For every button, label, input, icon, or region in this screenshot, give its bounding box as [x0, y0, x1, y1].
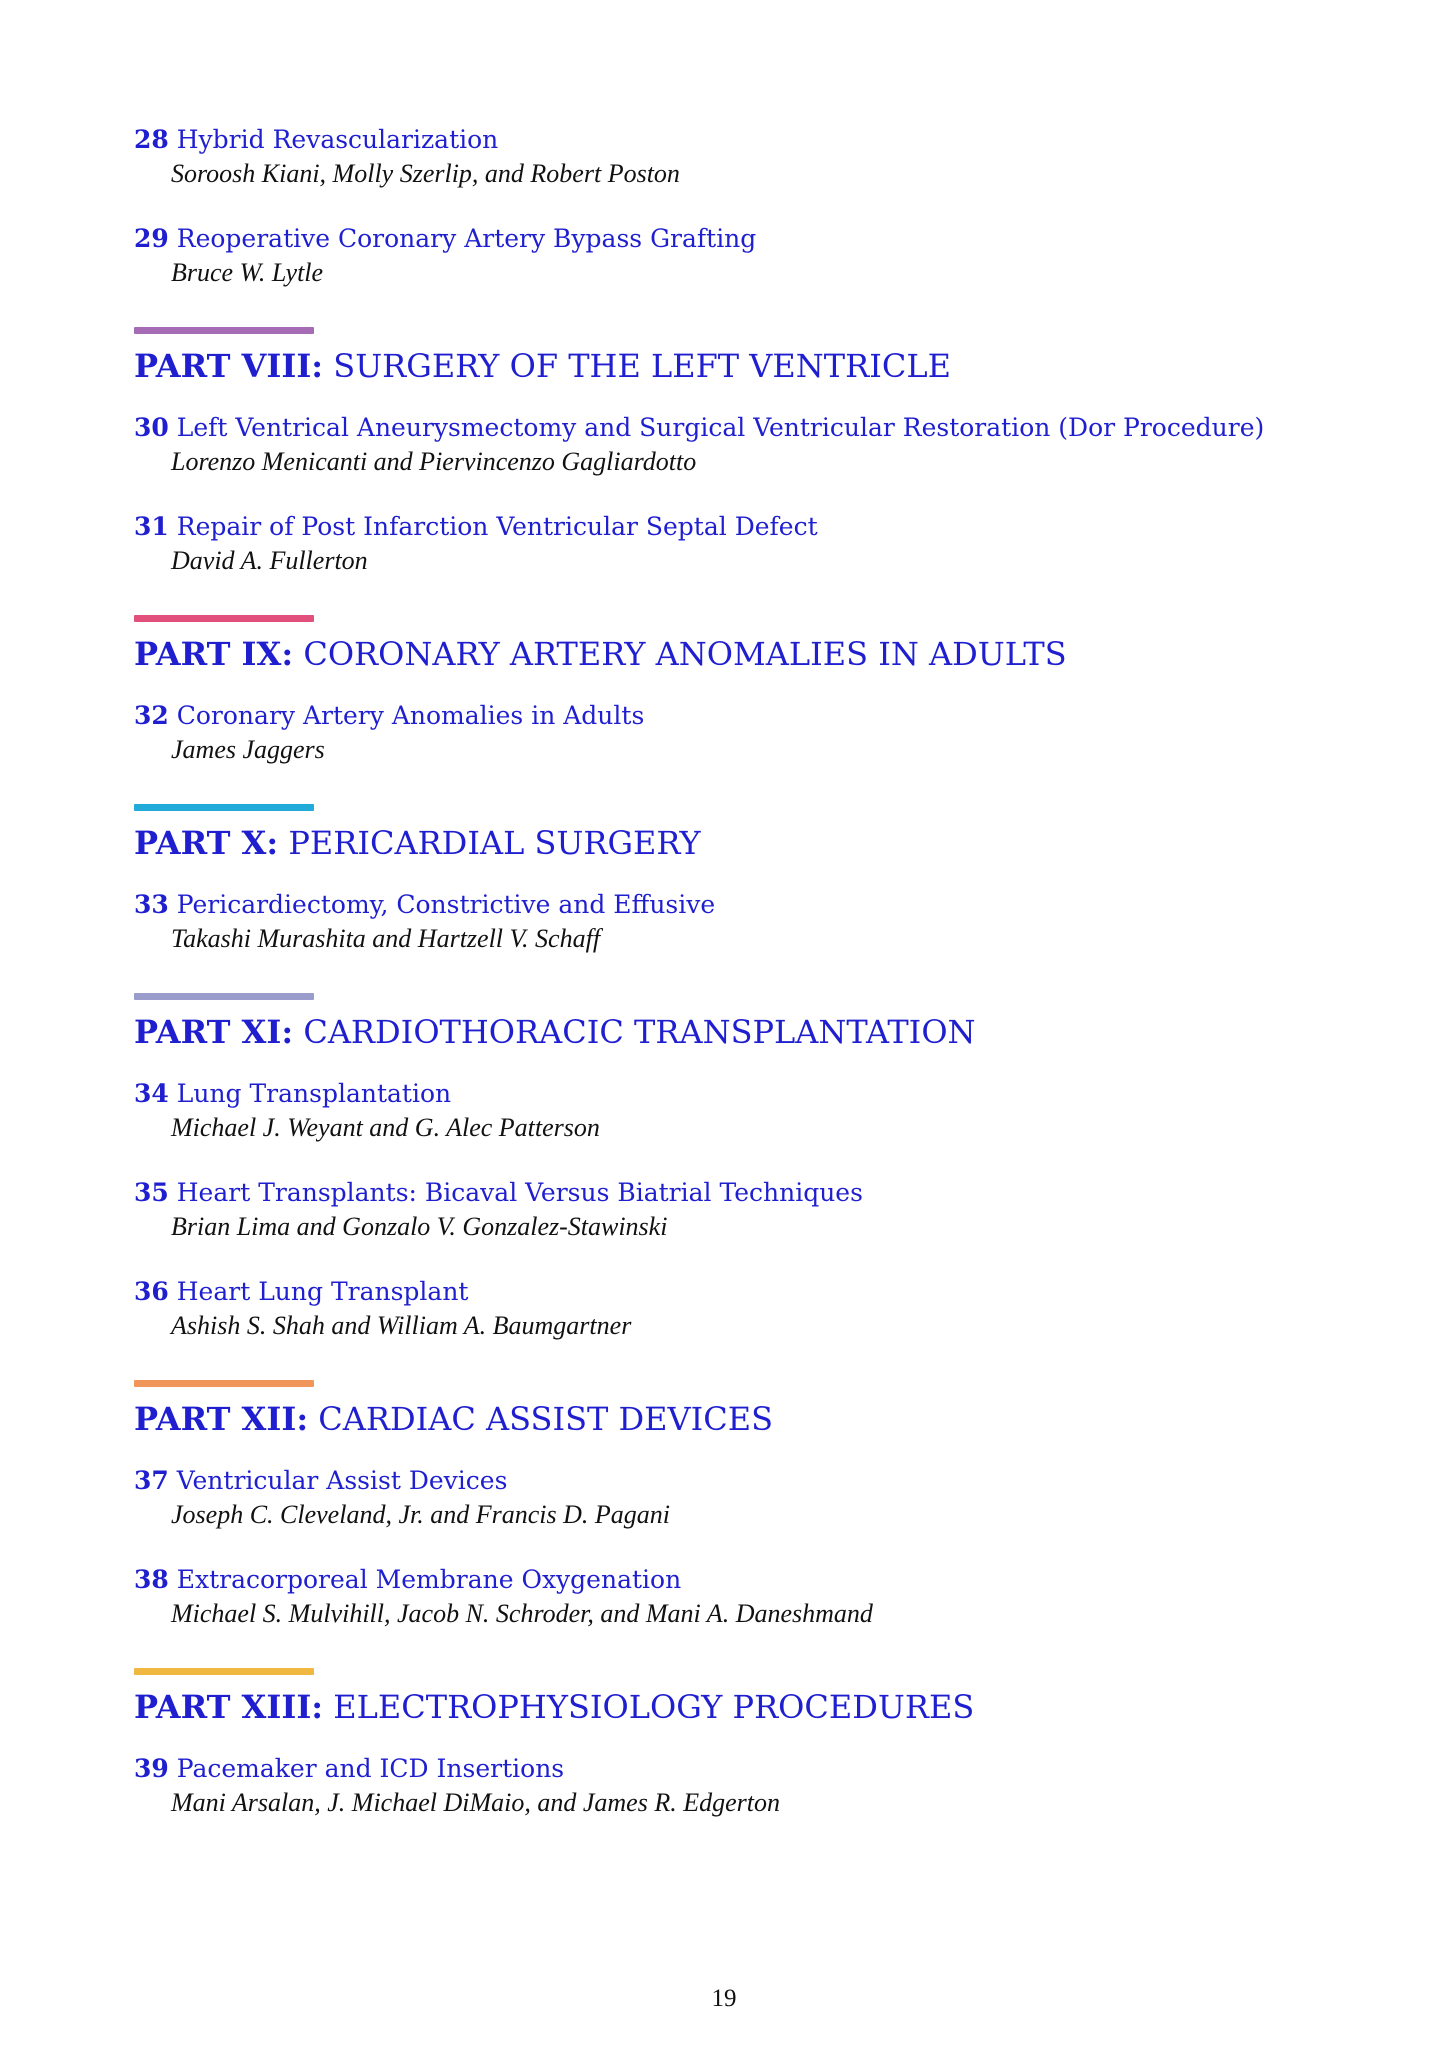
part-label: PART VIII: — [134, 347, 324, 385]
chapter-number: 30 — [134, 413, 169, 442]
part-color-bar — [134, 1668, 314, 1675]
chapter-title-link[interactable] — [134, 1463, 1334, 1498]
chapter-title-link[interactable] — [134, 1562, 1334, 1597]
part-heading — [134, 1398, 1334, 1440]
chapter-title: Heart Transplants: Bicaval Versus Biatrial Techniques — [176, 1178, 863, 1207]
chapter-title-link[interactable] — [134, 509, 1334, 544]
chapter-title-link[interactable] — [134, 1751, 1334, 1786]
chapter-authors: Bruce W. Lytle — [171, 258, 324, 287]
chapter-authors: Brian Lima and Gonzalo V. Gonzalez-Stawinski — [171, 1212, 668, 1241]
part-title: PERICARDIAL SURGERY — [288, 824, 701, 862]
chapter-authors: Michael J. Weyant and G. Alec Patterson — [171, 1113, 600, 1142]
part-section — [134, 1380, 1334, 1440]
part-heading — [134, 345, 1334, 387]
chapter-number: 32 — [134, 701, 169, 730]
chapter-entry — [134, 1463, 1334, 1531]
chapter-authors: Soroosh Kiani, Molly Szerlip, and Robert Poston — [171, 159, 680, 188]
chapter-number: 33 — [134, 890, 169, 919]
chapter-number: 29 — [134, 224, 169, 253]
chapter-title: Pacemaker and ICD Insertions — [176, 1754, 565, 1783]
page-number: 19 — [711, 1985, 737, 2012]
chapter-authors: Michael S. Mulvihill, Jacob N. Schroder, and Mani A. Daneshmand — [171, 1599, 873, 1628]
part-heading — [134, 633, 1334, 675]
chapter-title-link[interactable] — [134, 1274, 1334, 1309]
chapter-number: 37 — [134, 1466, 169, 1495]
chapter-authors: Joseph C. Cleveland, Jr. and Francis D. Pagani — [171, 1500, 670, 1529]
chapter-entry — [134, 887, 1334, 955]
part-title: CORONARY ARTERY ANOMALIES IN ADULTS — [303, 635, 1067, 673]
chapter-authors: Mani Arsalan, J. Michael DiMaio, and James R. Edgerton — [171, 1788, 780, 1817]
chapter-authors: Takashi Murashita and Hartzell V. Schaff — [171, 924, 601, 953]
chapter-number: 31 — [134, 512, 169, 541]
chapter-title: Pericardiectomy, Constrictive and Effusive — [176, 890, 716, 919]
part-label: PART X: — [134, 824, 279, 862]
chapter-entry — [134, 1562, 1334, 1630]
chapter-entry — [134, 1076, 1334, 1144]
chapter-number: 36 — [134, 1277, 169, 1306]
chapter-entry — [134, 698, 1334, 766]
part-section — [134, 993, 1334, 1053]
part-heading — [134, 1011, 1334, 1053]
chapter-entry — [134, 122, 1334, 190]
chapter-title-link[interactable] — [134, 698, 1334, 733]
chapter-entry — [134, 410, 1334, 478]
chapter-number: 39 — [134, 1754, 169, 1783]
part-label: PART XIII: — [134, 1688, 324, 1726]
part-color-bar — [134, 1380, 314, 1387]
chapter-title: Reoperative Coronary Artery Bypass Grafting — [176, 224, 757, 253]
part-section — [134, 615, 1334, 675]
part-color-bar — [134, 804, 314, 811]
chapter-title: Hybrid Revascularization — [176, 125, 499, 154]
chapter-number: 35 — [134, 1178, 169, 1207]
chapter-number: 34 — [134, 1079, 169, 1108]
part-color-bar — [134, 993, 314, 1000]
chapter-number: 38 — [134, 1565, 169, 1594]
chapter-title: Coronary Artery Anomalies in Adults — [176, 701, 645, 730]
part-title: CARDIOTHORACIC TRANSPLANTATION — [303, 1013, 976, 1051]
chapter-title-link[interactable] — [134, 887, 1334, 922]
part-color-bar — [134, 327, 314, 334]
part-color-bar — [134, 615, 314, 622]
chapter-number: 28 — [134, 125, 169, 154]
chapter-entry — [134, 1751, 1334, 1819]
chapter-title-link[interactable] — [134, 122, 1334, 157]
chapter-title-link[interactable] — [134, 1076, 1334, 1111]
chapter-title-link[interactable] — [134, 1175, 1334, 1210]
part-label: PART IX: — [134, 635, 294, 673]
chapter-title: Repair of Post Infarction Ventricular Septal Defect — [176, 512, 818, 541]
chapter-authors: Lorenzo Menicanti and Piervincenzo Gagliardotto — [171, 447, 697, 476]
part-section — [134, 804, 1334, 864]
part-title: ELECTROPHYSIOLOGY PROCEDURES — [333, 1688, 975, 1726]
part-section — [134, 327, 1334, 387]
chapter-entry — [134, 221, 1334, 289]
chapter-title: Extracorporeal Membrane Oxygenation — [176, 1565, 682, 1594]
chapter-entry — [134, 1274, 1334, 1342]
chapter-entry — [134, 1175, 1334, 1243]
chapter-entry — [134, 509, 1334, 577]
chapter-authors: Ashish S. Shah and William A. Baumgartner — [171, 1311, 632, 1340]
chapter-title: Heart Lung Transplant — [176, 1277, 469, 1306]
part-heading — [134, 1686, 1334, 1728]
chapter-title-link[interactable] — [134, 410, 1334, 445]
part-heading — [134, 822, 1334, 864]
chapter-title: Left Ventrical Aneurysmectomy and Surgical Ventricular Restoration (Dor Procedure) — [176, 413, 1265, 442]
table-of-contents — [134, 122, 1334, 1850]
part-title: CARDIAC ASSIST DEVICES — [318, 1400, 774, 1438]
chapter-title: Ventricular Assist Devices — [176, 1466, 508, 1495]
part-section — [134, 1668, 1334, 1728]
chapter-title-link[interactable] — [134, 221, 1334, 256]
chapter-authors: James Jaggers — [171, 735, 325, 764]
chapter-title: Lung Transplantation — [176, 1079, 452, 1108]
part-title: SURGERY OF THE LEFT VENTRICLE — [333, 347, 951, 385]
chapter-authors: David A. Fullerton — [171, 546, 368, 575]
part-label: PART XI: — [134, 1013, 294, 1051]
part-label: PART XII: — [134, 1400, 309, 1438]
